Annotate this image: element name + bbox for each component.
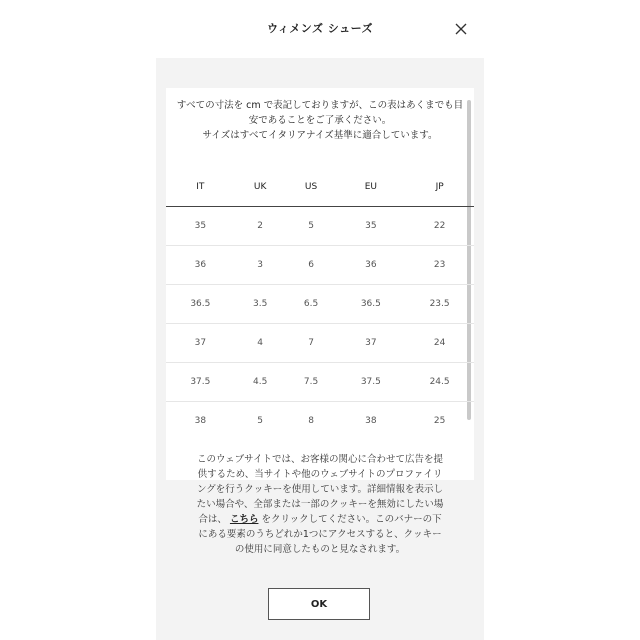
- table-cell: 37: [166, 324, 235, 363]
- table-cell: 4.5: [235, 363, 286, 402]
- table-cell: 8: [308, 416, 314, 426]
- table-cell: 5: [257, 416, 264, 426]
- intro-line: サイズはすべてイタリアナイズ基準に適合しています。: [202, 130, 438, 141]
- table-row: [166, 207, 474, 246]
- table-cell: 6.5: [286, 285, 337, 324]
- intro-line: 安であることをご了承ください。: [248, 115, 392, 126]
- table-cell: 6: [286, 246, 337, 285]
- modal-panel: [156, 58, 484, 640]
- column-header: US: [286, 168, 337, 207]
- table-cell: 35: [166, 207, 235, 246]
- intro-line: すべての寸法を cm で表記しておりますが、この表はあくまでも目: [176, 100, 464, 111]
- table-cell: 37: [337, 324, 406, 363]
- table-cell: 37.5: [337, 363, 406, 402]
- table-cell: 36.5: [166, 285, 235, 324]
- cookie-banner-text: [196, 452, 444, 557]
- close-icon[interactable]: [452, 20, 470, 38]
- table-cell: 36: [166, 246, 235, 285]
- table-cell: 5: [286, 207, 337, 246]
- size-guide-card: [166, 88, 474, 480]
- table-row: [166, 324, 474, 363]
- column-header: JP: [405, 168, 474, 207]
- table-row: [166, 285, 474, 324]
- cookie-text-before-link: このウェブサイトでは、お客様の関心に合わせて広告を提供するため、当サイトや他のウェブサイトのプロファイリングを行うクッキーを使用しています。詳細情報を表示したい場合や、全部または一部のクッキーを無効にしたい場合は、: [196, 454, 444, 525]
- modal-title: ウィメンズ シューズ: [266, 22, 374, 35]
- table-cell: 7.5: [286, 363, 337, 402]
- modal-header: [0, 0, 640, 58]
- table-cell: 23.5: [405, 285, 474, 324]
- size-table: [166, 168, 474, 440]
- table-cell: 3.5: [235, 285, 286, 324]
- table-cell: 22: [405, 207, 474, 246]
- column-header: EU: [337, 168, 406, 207]
- cookie-settings-link[interactable]: こちら: [229, 514, 259, 525]
- table-cell: 36: [337, 246, 406, 285]
- size-guide-intro: [166, 98, 474, 143]
- table-header-row: [166, 168, 474, 207]
- table-cell: 2: [235, 207, 286, 246]
- column-header: IT: [166, 168, 235, 207]
- cookie-text-after-link: をクリックしてください。このバナーの下にある要素のうちどれか1つにアクセスすると、クッキーの使用に同意したものと見なされます。: [198, 514, 442, 555]
- column-header: UK: [235, 168, 286, 207]
- table-cell: 4: [235, 324, 286, 363]
- table-cell: 35: [337, 207, 406, 246]
- table-cell: 38: [194, 416, 207, 426]
- table-cell: 37.5: [166, 363, 235, 402]
- table-cell: 3: [235, 246, 286, 285]
- table-cell: 24.5: [405, 363, 474, 402]
- table-cell: 23: [405, 246, 474, 285]
- ok-button[interactable]: OK: [268, 588, 370, 620]
- table-cell: 38: [365, 416, 377, 426]
- table-row: [166, 402, 474, 441]
- table-cell: 25: [433, 416, 446, 426]
- table-cell: 24: [405, 324, 474, 363]
- table-row: [166, 363, 474, 402]
- table-row: [166, 246, 474, 285]
- table-cell: 7: [286, 324, 337, 363]
- table-cell: 36.5: [337, 285, 406, 324]
